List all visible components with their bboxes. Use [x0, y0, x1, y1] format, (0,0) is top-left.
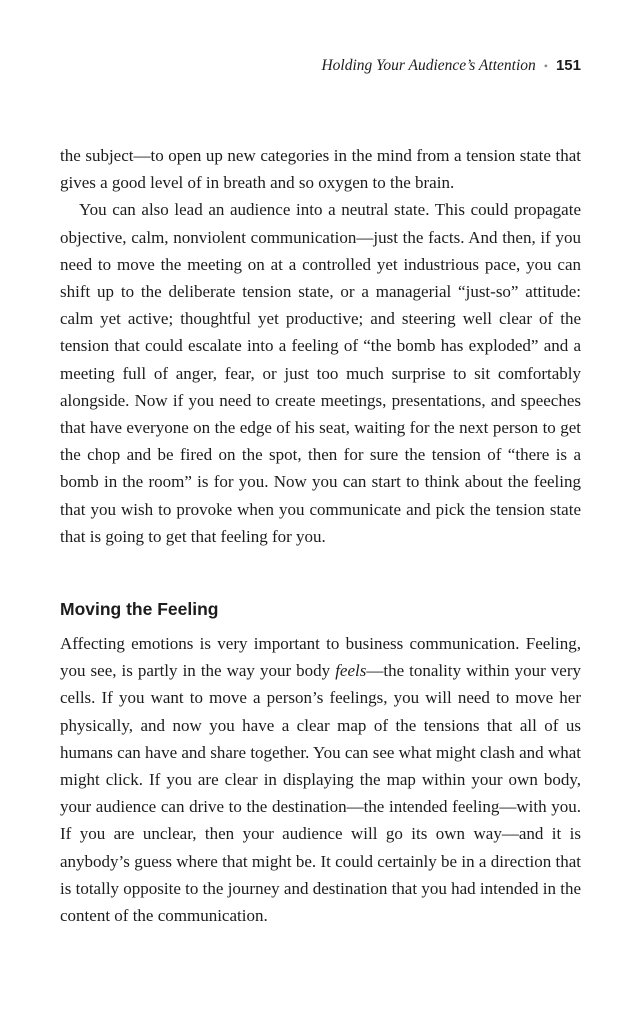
separator-bullet: • [543, 59, 548, 73]
paragraph [60, 630, 581, 929]
body-text [60, 142, 581, 550]
section-text [60, 630, 581, 929]
running-head [321, 55, 581, 77]
page-number: 151 [555, 57, 581, 74]
paragraph: You can also lead an audience into a neutral state. This could propagate objective, calm, nonviolent communication—just the facts. And then, if you need to move the meeting on at a controlled yet industrious pace, you can shift up to the deliberate tension state, or a managerial “just-so” attitude: calm yet active; thoughtful yet productive; and steering well clear of the tension that could escalate into a feeling of “the bomb has exploded” and a meeting full of anger, fear, or just too much surprise to sit comfortably alongside. Now if you need to create meetings, presentations, and speeches that have everyone on the edge of his seat, waiting for the next person to get the chop and be fired on the spot, then for sure the tension of “there is a bomb in the room” is for you. Now you can start to think about the feeling that you wish to provoke when you communicate and pick the tension state that is going to get that feeling for you. [60, 200, 581, 546]
running-title: Holding Your Audience’s Attention [321, 57, 536, 74]
section-heading: Moving the Feeling [60, 599, 219, 619]
text-run: —the tonality within your very cells. If you want to move a person’s feelings, you will need to move her physically, and now you have a clear map of the tensions that all of us humans can have and share together. You can see what might clash and what might click. If you are clear in displaying the map within your own body, your audience can drive to the destination—the intended feeling—with you. If you are unclear, then your audience will go its own way—and it is anybody’s guess where that might be. It could certainly be in a direction that is totally opposite to the journey and destination that you had intended in the content of the communication. [60, 661, 581, 926]
emphasis: feels [335, 661, 367, 681]
text-run: Affecting emotions is very important to business communication. Feeling, you see, is partly in the way your body [60, 634, 581, 681]
paragraph-continued: the subject—to open up new categories in the mind from a tension state that gives a good level of in breath and so oxygen to the brain. [60, 146, 581, 193]
